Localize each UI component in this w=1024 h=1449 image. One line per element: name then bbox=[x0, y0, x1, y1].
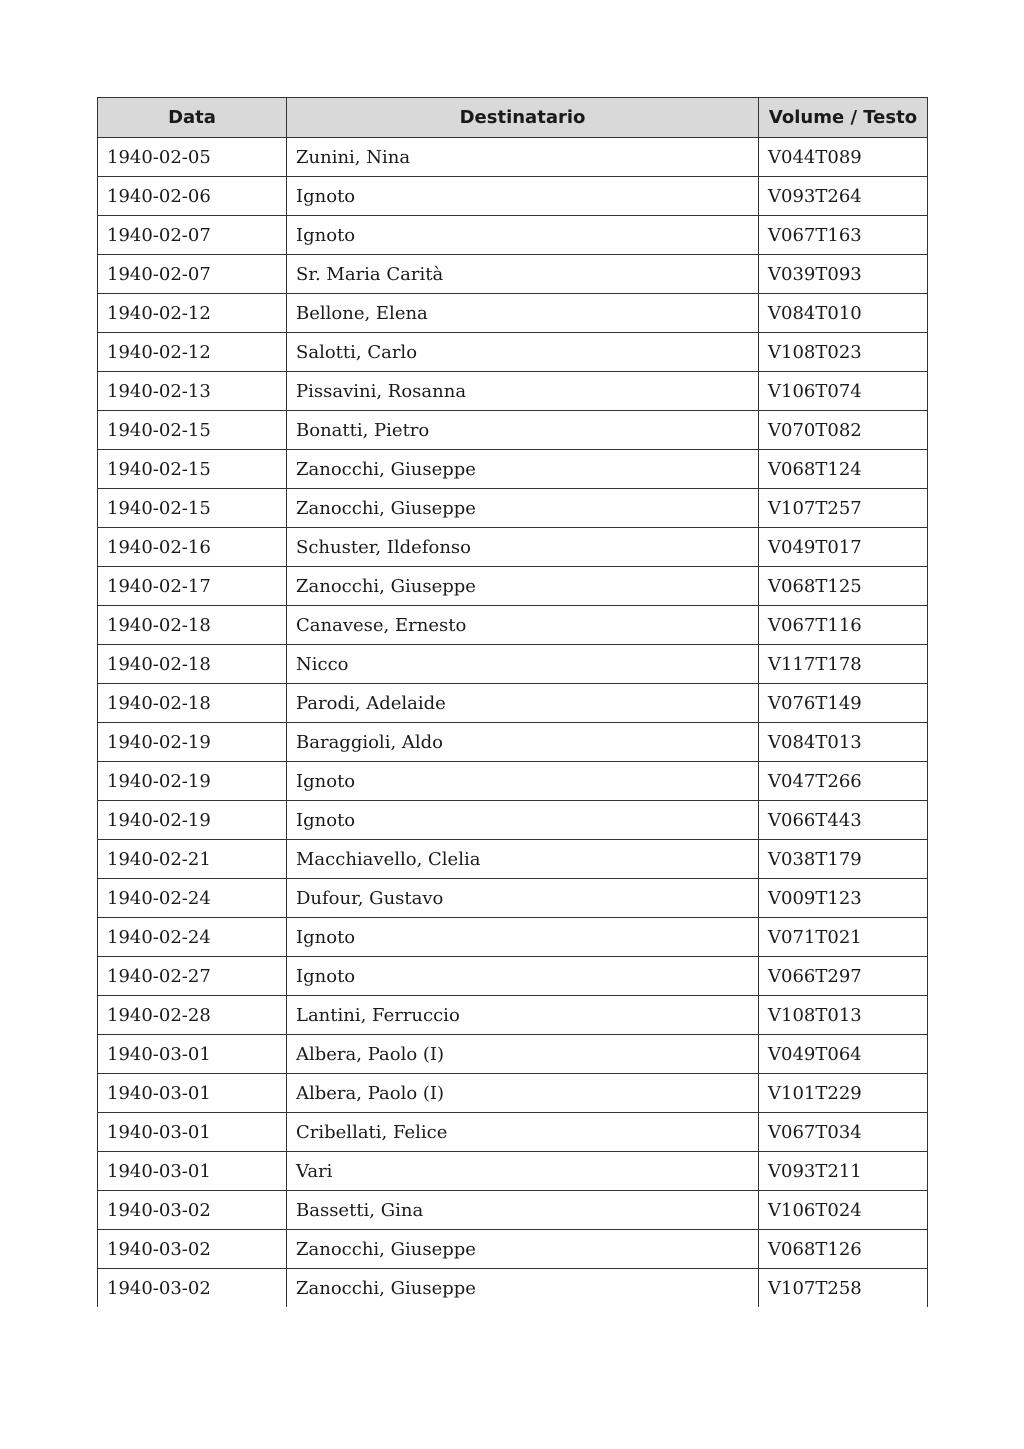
date-cell: 1940-02-07 bbox=[98, 216, 287, 255]
volume-text-cell: V039T093 bbox=[759, 255, 928, 294]
date-cell: 1940-03-02 bbox=[98, 1269, 287, 1308]
volume-text-cell: V117T178 bbox=[759, 645, 928, 684]
recipient-cell: Zanocchi, Giuseppe bbox=[287, 450, 759, 489]
table-row bbox=[98, 996, 928, 1035]
recipient-cell: Zanocchi, Giuseppe bbox=[287, 567, 759, 606]
table-row bbox=[98, 255, 928, 294]
volume-text-cell: V066T443 bbox=[759, 801, 928, 840]
date-cell: 1940-03-01 bbox=[98, 1074, 287, 1113]
date-cell: 1940-02-19 bbox=[98, 762, 287, 801]
date-cell: 1940-02-18 bbox=[98, 645, 287, 684]
table-row bbox=[98, 372, 928, 411]
volume-text-cell: V009T123 bbox=[759, 879, 928, 918]
date-cell: 1940-02-19 bbox=[98, 801, 287, 840]
volume-text-cell: V108T013 bbox=[759, 996, 928, 1035]
date-cell: 1940-02-15 bbox=[98, 411, 287, 450]
recipient-cell: Ignoto bbox=[287, 918, 759, 957]
volume-text-cell: V071T021 bbox=[759, 918, 928, 957]
recipient-cell: Albera, Paolo (I) bbox=[287, 1035, 759, 1074]
volume-text-cell: V047T266 bbox=[759, 762, 928, 801]
volume-text-cell: V070T082 bbox=[759, 411, 928, 450]
date-cell: 1940-02-12 bbox=[98, 333, 287, 372]
date-cell: 1940-02-05 bbox=[98, 138, 287, 177]
table-row bbox=[98, 762, 928, 801]
date-cell: 1940-02-13 bbox=[98, 372, 287, 411]
date-cell: 1940-02-24 bbox=[98, 918, 287, 957]
recipient-cell: Macchiavello, Clelia bbox=[287, 840, 759, 879]
date-cell: 1940-02-12 bbox=[98, 294, 287, 333]
volume-text-cell: V106T074 bbox=[759, 372, 928, 411]
recipient-cell: Zanocchi, Giuseppe bbox=[287, 1269, 759, 1308]
table-row bbox=[98, 1074, 928, 1113]
date-cell: 1940-02-18 bbox=[98, 606, 287, 645]
table-row bbox=[98, 528, 928, 567]
table-row bbox=[98, 138, 928, 177]
recipient-cell: Cribellati, Felice bbox=[287, 1113, 759, 1152]
date-cell: 1940-02-15 bbox=[98, 450, 287, 489]
volume-text-cell: V108T023 bbox=[759, 333, 928, 372]
table-row bbox=[98, 606, 928, 645]
table-row bbox=[98, 957, 928, 996]
date-cell: 1940-02-19 bbox=[98, 723, 287, 762]
recipient-cell: Baraggioli, Aldo bbox=[287, 723, 759, 762]
table-row bbox=[98, 645, 928, 684]
volume-text-cell: V049T064 bbox=[759, 1035, 928, 1074]
recipient-cell: Bellone, Elena bbox=[287, 294, 759, 333]
table-row bbox=[98, 177, 928, 216]
recipient-cell: Ignoto bbox=[287, 177, 759, 216]
volume-text-cell: V101T229 bbox=[759, 1074, 928, 1113]
table-row bbox=[98, 1191, 928, 1230]
date-cell: 1940-02-15 bbox=[98, 489, 287, 528]
table-row bbox=[98, 840, 928, 879]
volume-text-cell: V067T116 bbox=[759, 606, 928, 645]
recipient-cell: Vari bbox=[287, 1152, 759, 1191]
table-row bbox=[98, 1152, 928, 1191]
recipient-cell: Pissavini, Rosanna bbox=[287, 372, 759, 411]
date-cell: 1940-02-16 bbox=[98, 528, 287, 567]
table-row bbox=[98, 801, 928, 840]
date-cell: 1940-03-01 bbox=[98, 1152, 287, 1191]
recipient-cell: Bonatti, Pietro bbox=[287, 411, 759, 450]
volume-text-cell: V093T264 bbox=[759, 177, 928, 216]
date-cell: 1940-03-02 bbox=[98, 1230, 287, 1269]
volume-text-cell: V068T126 bbox=[759, 1230, 928, 1269]
recipient-cell: Schuster, Ildefonso bbox=[287, 528, 759, 567]
recipient-cell: Canavese, Ernesto bbox=[287, 606, 759, 645]
volume-text-cell: V084T010 bbox=[759, 294, 928, 333]
volume-text-cell: V106T024 bbox=[759, 1191, 928, 1230]
recipient-cell: Nicco bbox=[287, 645, 759, 684]
volume-text-cell: V044T089 bbox=[759, 138, 928, 177]
column-header-data: Data bbox=[98, 98, 287, 138]
table-row bbox=[98, 450, 928, 489]
recipient-cell: Sr. Maria Carità bbox=[287, 255, 759, 294]
recipient-cell: Ignoto bbox=[287, 957, 759, 996]
volume-text-cell: V107T258 bbox=[759, 1269, 928, 1308]
column-header-destinatario: Destinatario bbox=[287, 98, 759, 138]
date-cell: 1940-02-06 bbox=[98, 177, 287, 216]
recipient-cell: Lantini, Ferruccio bbox=[287, 996, 759, 1035]
volume-text-cell: V084T013 bbox=[759, 723, 928, 762]
table-header-row bbox=[98, 98, 928, 138]
volume-text-cell: V038T179 bbox=[759, 840, 928, 879]
table-row bbox=[98, 1113, 928, 1152]
date-cell: 1940-03-02 bbox=[98, 1191, 287, 1230]
recipient-cell: Ignoto bbox=[287, 762, 759, 801]
volume-text-cell: V068T125 bbox=[759, 567, 928, 606]
date-cell: 1940-03-01 bbox=[98, 1035, 287, 1074]
table-row bbox=[98, 411, 928, 450]
table-row bbox=[98, 1230, 928, 1269]
table-row bbox=[98, 879, 928, 918]
recipient-cell: Ignoto bbox=[287, 216, 759, 255]
table-row bbox=[98, 333, 928, 372]
recipient-cell: Zanocchi, Giuseppe bbox=[287, 489, 759, 528]
volume-text-cell: V067T163 bbox=[759, 216, 928, 255]
table-row bbox=[98, 918, 928, 957]
volume-text-cell: V068T124 bbox=[759, 450, 928, 489]
table-row bbox=[98, 1269, 928, 1308]
volume-text-cell: V066T297 bbox=[759, 957, 928, 996]
date-cell: 1940-02-28 bbox=[98, 996, 287, 1035]
column-header-volume-testo: Volume / Testo bbox=[759, 98, 928, 138]
letters-table bbox=[97, 97, 928, 1307]
volume-text-cell: V049T017 bbox=[759, 528, 928, 567]
date-cell: 1940-03-01 bbox=[98, 1113, 287, 1152]
date-cell: 1940-02-18 bbox=[98, 684, 287, 723]
recipient-cell: Zunini, Nina bbox=[287, 138, 759, 177]
table-body bbox=[98, 138, 928, 1308]
table-row bbox=[98, 1035, 928, 1074]
volume-text-cell: V107T257 bbox=[759, 489, 928, 528]
recipient-cell: Bassetti, Gina bbox=[287, 1191, 759, 1230]
table-row bbox=[98, 567, 928, 606]
volume-text-cell: V093T211 bbox=[759, 1152, 928, 1191]
date-cell: 1940-02-17 bbox=[98, 567, 287, 606]
date-cell: 1940-02-21 bbox=[98, 840, 287, 879]
table-row bbox=[98, 216, 928, 255]
table-row bbox=[98, 294, 928, 333]
recipient-cell: Ignoto bbox=[287, 801, 759, 840]
recipient-cell: Salotti, Carlo bbox=[287, 333, 759, 372]
date-cell: 1940-02-27 bbox=[98, 957, 287, 996]
recipient-cell: Dufour, Gustavo bbox=[287, 879, 759, 918]
document-page bbox=[97, 97, 927, 1307]
date-cell: 1940-02-07 bbox=[98, 255, 287, 294]
recipient-cell: Albera, Paolo (I) bbox=[287, 1074, 759, 1113]
table-row bbox=[98, 684, 928, 723]
recipient-cell: Zanocchi, Giuseppe bbox=[287, 1230, 759, 1269]
date-cell: 1940-02-24 bbox=[98, 879, 287, 918]
table-row bbox=[98, 723, 928, 762]
recipient-cell: Parodi, Adelaide bbox=[287, 684, 759, 723]
volume-text-cell: V076T149 bbox=[759, 684, 928, 723]
volume-text-cell: V067T034 bbox=[759, 1113, 928, 1152]
table-row bbox=[98, 489, 928, 528]
